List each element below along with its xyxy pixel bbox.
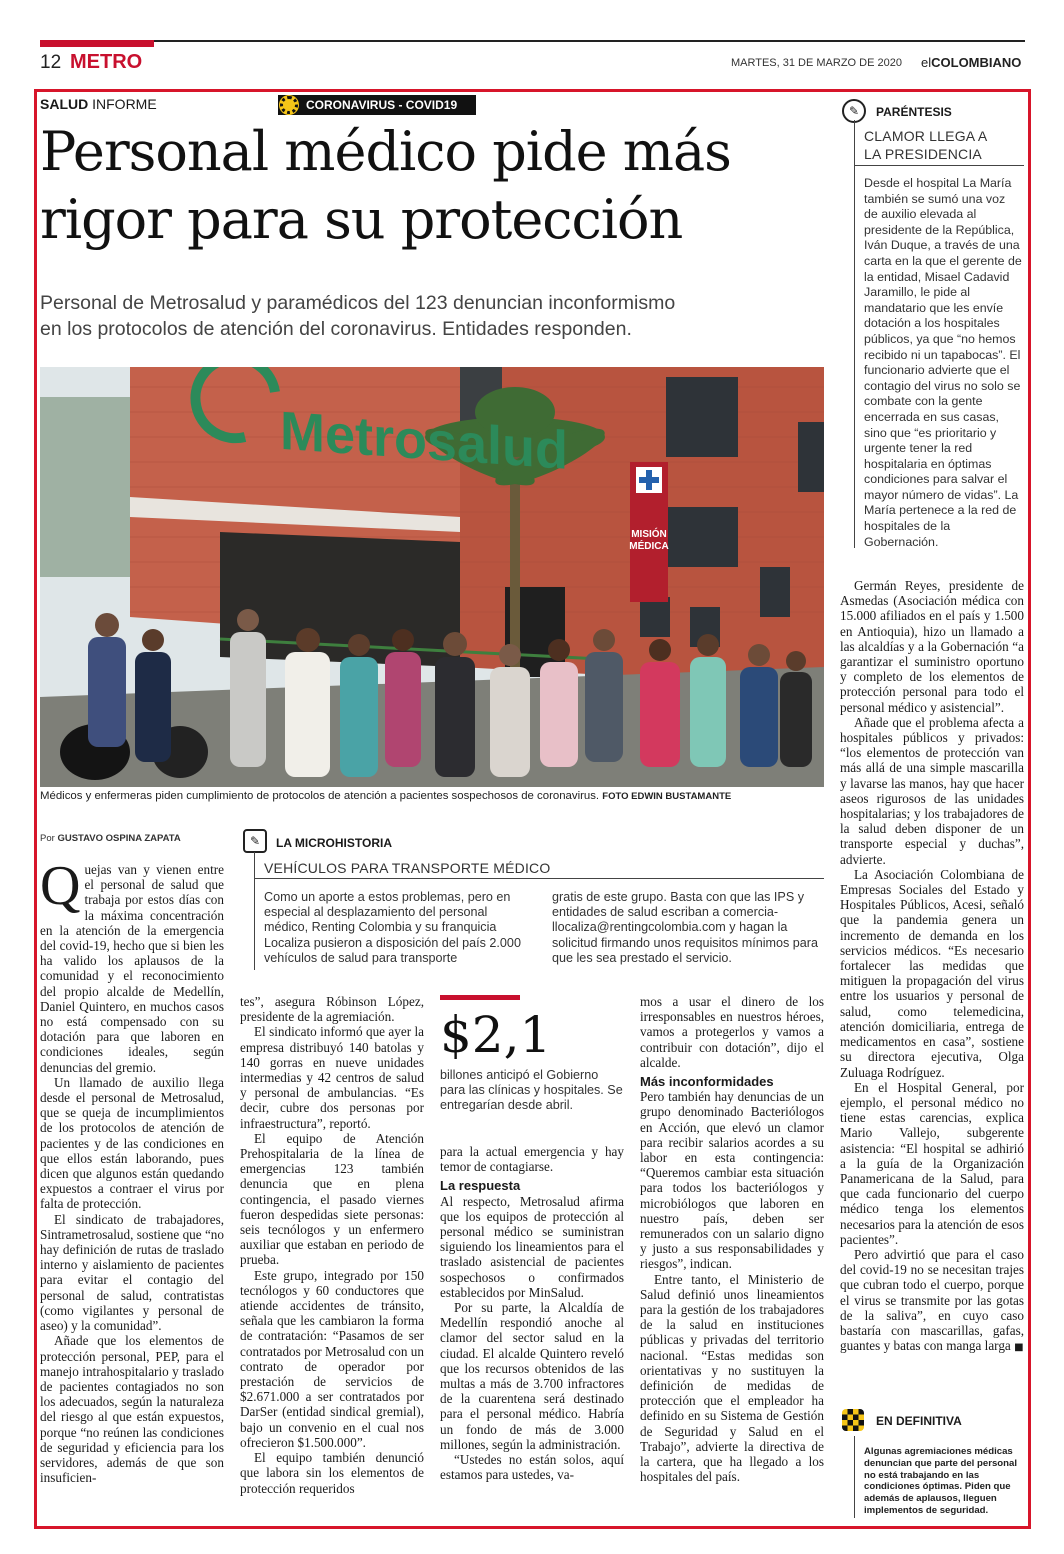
- stat-value: $2,1: [440, 1006, 552, 1064]
- parentesis-icon: ✎: [842, 99, 866, 123]
- body-col4-subhead: Más inconformidades: [640, 1074, 774, 1090]
- parentesis-body: Desde el hospital La María también se sumó una voz de auxilio elevada al presidente de la República, Iván Duque, a través de una carta en la que el gerente de la entidad, Misael Cadavid Jaramillo, le pide al mandatario que les envíe dotación a los hospitales públicos, ya que “no hemos recibido ni un tapabocas”. El funcionario advierte que el contagio del virus no solo se combate con la gente encerrada en sus casas, sino que “es prioritario y urgente tener la red hospitalaria en óptimas condiciones para salvar el mayor número de vidas”. La María pertenece a la red de hospitales de la Gobernación.: [864, 176, 1022, 549]
- logo-name: COLOMBIANO: [931, 55, 1022, 70]
- lead-line-2: en los protocolos de atención del coronavirus. Entidades responden.: [40, 318, 632, 340]
- body-col3-para-3: Por su parte, la Alcaldía de Medellín respondió anoche al clamor del sector salud en la ciudad. El alcalde Quintero reveló que los recursos obtenidos de las multas a más de 3.700 infractores de la cuarentena será destinado para el personal médico. Habría un fondo de más de 3.000 millones, según la administración.: [440, 1300, 624, 1452]
- parentesis-rule: [854, 165, 1024, 166]
- body-col4-para-1: mos a usar el dinero de los irresponsables en nuestros héroes, vamos a protegerlos y vamos a contribuir con dotación”, dijo el alcalde.: [640, 994, 824, 1070]
- body-col4-para-3: Entre tanto, el Ministerio de Salud definió unos lineamientos para la gestión de los trabajadores de la salud en instituciones públicas y privadas del territorio nacional. “Estas medidas son orientativas y no sustituyen la definición de medidas de protección que el empleador ha definido en su Sistema de Gestión de Seguridad y Salud en el Trabajo”, advierte la directiva de la cartera, que ha llegado a los hospitales del país.: [640, 1271, 824, 1485]
- body-col2-para-5: El equipo también denunció que labora sin los elementos de protección requeridos: [240, 1450, 424, 1496]
- body-col1-para-4: Añade que los elementos de protección personal, PEP, para el manejo intrahospitalario y traslado de pacientes contagiados no son los adecuados, según la naturaleza del riesgo al que están expuestos, porque “no reúnen las condiciones de seguridad y eficiencia para los servidores, además de que son insuficien-: [40, 1333, 224, 1486]
- photo-sign-metrosalud: Metrosalud: [280, 400, 568, 481]
- body-col1-para-3: El sindicato de trabajadores, Sintrametrosalud, sostiene que “no hay definición de rutas de traslado interno y aislamiento de pacientes para evitar el contagio del personal de salud, contratistas (como vigilantes y personal de aseo) y la comunidad”.: [40, 1211, 224, 1334]
- photo-sign-mision-1: MISIÓN: [631, 529, 667, 540]
- parentesis-heading: [864, 127, 987, 163]
- main-photo: [40, 367, 824, 787]
- microhistoria-icon: ✎: [243, 829, 267, 853]
- headline-line-1: Personal médico pide más: [40, 120, 731, 183]
- en-definitiva-icon: [842, 1409, 864, 1431]
- body-column-1: [40, 855, 224, 1486]
- body-col5-para-1: Germán Reyes, presidente de Asmedas (Asociación médica con 15.000 afiliados en el país y 1.500 en Antioquia), hizo un llamado a las alcaldías y a la Gobernación “a garantizar el suministro oportuno y completo de los elementos de protección personal para todo el personal médico y asistencial”.: [840, 578, 1024, 715]
- byline-name: GUSTAVO OSPINA ZAPATA: [57, 833, 181, 844]
- section-name: METRO: [70, 51, 143, 73]
- body-column-2: [240, 994, 424, 1496]
- virus-icon: [280, 96, 298, 114]
- lead: [40, 290, 840, 342]
- en-definitiva-label: EN DEFINITIVA: [876, 1414, 962, 1428]
- body-col2-para-1: tes”, asegura Róbinson López, presidente de la agremiación.: [240, 994, 424, 1025]
- photo-sign-mision-2: MÉDICA: [629, 541, 669, 552]
- parentesis-heading-2: LA PRESIDENCIA: [864, 146, 982, 162]
- body-col5-para-4: En el Hospital General, por ejemplo, el personal médico no tiene estas carencias, explica Mario Vallejo, subgerente asistencia: “El hospital se adhirió a la guía de la Organización Panamericana de la Salud, para que cada funcionario del cuerpo médico tenga los elementos necesarios para la atención de esos pacientes”.: [840, 1079, 1024, 1247]
- headline: [40, 118, 840, 254]
- stat-accent-bar: [440, 995, 520, 1000]
- body-col2-para-3: El equipo de Atención Prehospitalaria de la línea de emergencias 123 también denuncia que en plena contingencia, el pasado viernes fueron despedidas siete personas: seis tecnólogos y un enfermero auxiliar que estaban en periodo de prueba.: [240, 1130, 424, 1268]
- photo-caption-text: Médicos y enfermeras piden cumplimiento de protocolos de atención a pacientes sospechosos de coronavirus.: [40, 790, 600, 802]
- issue-date: MARTES, 31 DE MARZO DE 2020: [731, 57, 902, 69]
- drop-cap: Q: [40, 855, 81, 917]
- body-col3-para-1: para la actual emergencia y hay temor de contagiarse.: [440, 1144, 624, 1175]
- body-col5-para-5: Pero advirtió que para el caso del covid-19 no se necesitan trajes que cubran todo el cuerpo, porque el virus se transmite por las gotas de la saliva”, en cuyo caso bastaría con mascarillas, gafas, guantes y batas con manga larga ■: [840, 1246, 1024, 1354]
- byline: [40, 833, 181, 844]
- kicker-bold: SALUD: [40, 96, 89, 112]
- logo-el: el: [921, 55, 932, 70]
- en-definitiva-body: Algunas agremiaciones médicas denuncian que parte del personal no está trabajando en las condiciones óptimas. Piden que además de aplausos, lleguen implementos de seguridad.: [864, 1446, 1017, 1516]
- covid-tag-label: CORONAVIRUS - COVID19: [306, 98, 458, 112]
- body-column-3: [440, 1144, 624, 1482]
- kicker-light: INFORME: [92, 96, 157, 112]
- byline-prefix: Por: [40, 833, 55, 844]
- body-col2-para-2: El sindicato informó que ayer la empresa distribuyó 140 batolas y 140 gorras en nueve unidades intermedias y 42 centros de salud y personal de ambulancias. “Es decir, cubre dos personas por infraestructura”, reportó.: [240, 1024, 424, 1131]
- page-number: 12: [40, 52, 62, 73]
- body-col2-para-4: Este grupo, integrado por 150 tecnólogos y 60 conductores que atiende accidentes de tránsito, señala que les cambiaron la forma de contratación: “Pasamos de ser contratados por Metrosalud con un contrato de operador por prestación de servicios de $2.671.000 a ser contratados por DarSer (entidad sindical gremial), bajo un convenio en el cual nos ofrecieron $1.500.000”.: [240, 1267, 424, 1450]
- body-column-4: [640, 994, 824, 1485]
- stat-description: billones anticipó el Gobierno para las clínicas y hospitales. Se entregarían desde abril.: [440, 1068, 623, 1113]
- newspaper-logo: [921, 55, 1021, 70]
- microhistoria-rule: [254, 878, 824, 879]
- body-col5-para-3: La Asociación Colombiana de Empresas Sociales del Estado y Hospitales Públicos, Acesi, señaló que la pandemia genera un incremento de demanda en los servicios médicos. “Es necesario fortalecer las medidas que mitiguen la propagación del virus entre los usuarios y personal de salud, como telemedicina, atención domiciliaria, entrega de medicamentos en casa”, sostiene su directora ejecutiva, Olga Zuluaga Rodríguez.: [840, 866, 1024, 1080]
- body-col1-para-1: Quejas van y vienen entre el personal de salud que trabaja por estos días con la máxima concentración en la atención de la emergencia del covid-19, hecho que si bien les ha valido los aplausos de la comunidad y el reconocimiento del propio alcalde de Medellín, Daniel Quintero, en muchos casos no está compensado con su dotación para que laboren en condiciones ideales, según denuncias del gremio.: [40, 855, 224, 1075]
- photo-credit: FOTO EDWIN BUSTAMANTE: [602, 791, 732, 802]
- microhistoria-col-1: Como un aporte a estos problemas, pero en especial al desplazamiento del personal médico, Renting Colombia y su franquicia Localiza pusieron a disposición del país 2.000 vehículos de salud para transporte: [264, 890, 521, 965]
- body-col5-para-2: Añade que el problema afecta a hospitales públicos y privados: “los elementos de protección van más allá de una simple mascarilla y lavarse las manos, hay que hacer aseos rigurosos de las unidades hospitalarias; y los trabajadores de la salud deben disponer de un transporte especial y duchas”, advierte.: [840, 714, 1024, 867]
- end-mark: ■: [1014, 1342, 1024, 1354]
- parentesis-heading-1: CLAMOR LLEGA A: [864, 128, 988, 144]
- microhistoria-label: LA MICROHISTORIA: [276, 836, 392, 850]
- photo-illustration: [40, 367, 824, 787]
- section-accent-bar: [40, 40, 154, 47]
- photo-caption: [40, 790, 830, 802]
- en-definitiva-side-rule: [854, 1436, 855, 1518]
- kicker: [40, 96, 157, 112]
- body-col3-subhead: La respuesta: [440, 1178, 521, 1194]
- microhistoria-heading: VEHÍCULOS PARA TRANSPORTE MÉDICO: [264, 860, 551, 876]
- covid-tag: [278, 95, 476, 115]
- microhistoria-col-2: gratis de este grupo. Basta con que las IPS y entidades de salud escriban a comercia-llocaliza@rentingcolombia.com y hagan la solicitud firmando unos requisitos mínimos para que les sea prestado el servicio.: [552, 890, 818, 965]
- parentesis-side-rule: [854, 120, 855, 548]
- lead-line-1: Personal de Metrosalud y paramédicos del 123 denuncian inconformismo: [40, 292, 676, 314]
- body-col1-para-2: Un llamado de auxilio llega desde el personal de Metrosalud, que se queja de incumplimientos de los protocolos de atención de pacientes y de las condiciones en que ellos están laborando, pues dicen que algunos están quedando expuestos a contraer el virus por falta de protección.: [40, 1074, 224, 1212]
- body-col3-para-4: “Ustedes no están solos, aquí estamos para ustedes, va-: [440, 1452, 624, 1483]
- headline-line-2: rigor para su protección: [40, 188, 683, 251]
- page-header-rule: [40, 40, 1025, 42]
- body-col4-para-2: Pero también hay denuncias de un grupo denominado Bacteriólogos en Acción, que elevó un clamor para recibir salarios acordes a su labor en esta contingencia: “Queremos cambiar esta situación para todos los bacteriólogos y microbiólogos que laboren en nuestro país, deben ser remunerados con un salario digno y justo a sus responsabilidades y riesgos”, indican.: [640, 1089, 824, 1272]
- body-col3-para-2: Al respecto, Metrosalud afirma que los equipos de protección al personal médico se suministran siguiendo los lineamientos para el traslado asistencial de pacientes sospechosos o confirmados establecidos por MinSalud.: [440, 1193, 624, 1300]
- parentesis-label: PARÉNTESIS: [876, 105, 952, 119]
- microhistoria-side-rule: [254, 852, 255, 970]
- body-column-5: [840, 578, 1024, 1355]
